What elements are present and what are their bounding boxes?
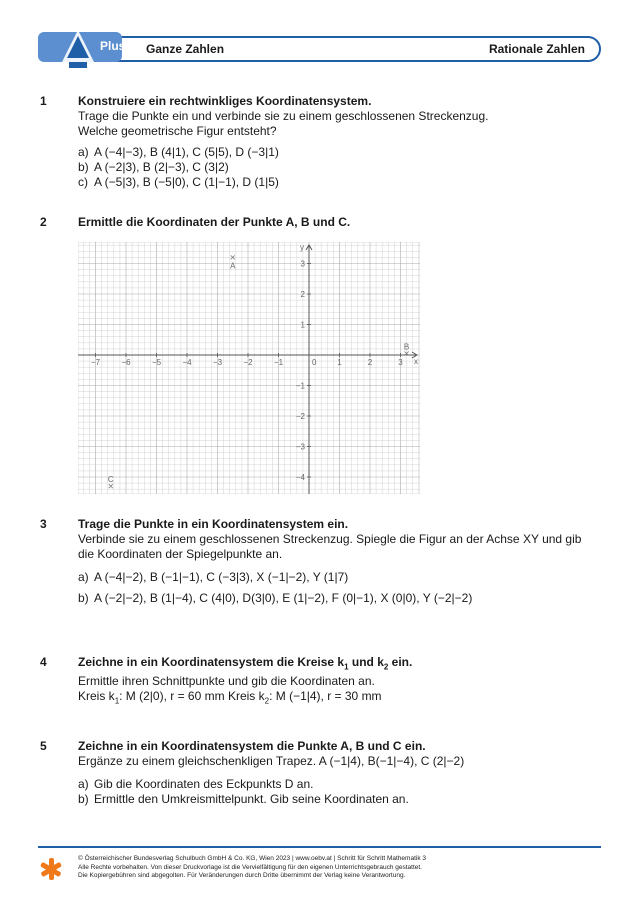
task-number: 2	[40, 215, 47, 229]
y-tick-label: 3	[300, 259, 305, 269]
task-item: a) A (−4|−2), B (−1|−1), C (−3|3), X (−1|−2), Y (1|7)	[78, 570, 349, 584]
y-axis-label: y	[300, 243, 304, 252]
task-text: Trage die Punkte ein und verbinde sie zu einem geschlossenen Streckenzug.	[78, 109, 489, 123]
x-tick-label: 2	[367, 358, 373, 367]
task-number: 4	[40, 655, 47, 669]
task-text: die Koordinaten der Spiegelpunkte an.	[78, 547, 283, 561]
y-tick-label: 2	[300, 290, 305, 299]
task-item: b) Ermittle den Umkreismittelpunkt. Gib seine Koordinaten an.	[78, 792, 409, 806]
task-text: Ermittle ihren Schnittpunkte und gib die Koordinaten an.	[78, 674, 375, 689]
task-text: Verbinde sie zu einem geschlossenen Streckenzug. Spiegle die Figur an der Achse XY und gib	[78, 532, 582, 546]
header-left-title: Ganze Zahlen	[146, 42, 225, 56]
x-tick-label: 3	[398, 358, 403, 367]
x-tick-label: −6	[121, 358, 131, 367]
task-items	[78, 145, 598, 190]
x-tick-label: −7	[90, 358, 101, 367]
footer-copyright: © Österreichischer Bundesverlag Schulbuch GmbH & Co. KG, Wien 2023 | www.oebv.at | Schritt für Schritt Mathematik 3 Alle Rechte vorbehalten. Von dieser Druckvorlage ist die Vervielfältigung für den eigenen Unterrichtsgebrauch gestattet. Die Kopiergebühren sind abgegolten. Für Veränderungen durch Dritte übernimmt der Verlag keine Verantwortung.	[78, 855, 426, 879]
task-item: b) A (−2|3), B (2|−3), C (3|2)	[78, 160, 229, 174]
x-axis-label: x	[414, 357, 418, 366]
y-tick-label: −1	[295, 381, 305, 391]
task-text: Ergänze zu einem gleichschenkligen Trapez. A (−1|4), B(−1|−4), C (2|−2)	[78, 754, 465, 768]
y-tick-label: 1	[300, 320, 305, 330]
task-items	[78, 570, 598, 606]
page-header	[40, 36, 601, 62]
point-label: C	[107, 475, 114, 485]
coordinate-grid	[78, 242, 420, 494]
task-item: c) A (−5|3), B (−5|0), C (1|−1), D (1|5)	[78, 175, 279, 189]
header-right-title: Rationale Zahlen	[488, 42, 585, 56]
task-number: 5	[40, 739, 47, 753]
coordinate-system	[78, 242, 420, 494]
task-text: Kreis $k_1$: M (2|0), r = 60 mm Kreis $k_2$: M (−1|4), r = 30 mm	[78, 689, 382, 706]
logo-text: Plus	[100, 39, 126, 53]
point-label: A	[230, 261, 236, 271]
x-tick-label: −3	[212, 358, 223, 367]
footer-divider	[38, 846, 601, 848]
point-label: B	[403, 342, 410, 352]
x-tick-label: −2	[243, 358, 253, 367]
task-number: 1	[40, 94, 47, 108]
task-heading: Zeichne in ein Koordinatensystem die Kreise $k_1$ und $k_2$ ein.	[78, 655, 413, 672]
task-item: a) Gib die Koordinaten des Eckpunkts D an.	[78, 777, 314, 791]
grid-background	[78, 242, 420, 494]
task-heading: Ermittle die Koordinaten der Punkte A, B und C.	[78, 215, 351, 229]
x-tick-label: −1	[273, 358, 284, 367]
task-heading: Trage die Punkte in ein Koordinatensystem ein.	[78, 517, 349, 531]
task-items	[78, 777, 598, 807]
y-tick-label: −2	[295, 412, 305, 421]
task-text: Welche geometrische Figur entsteht?	[78, 124, 277, 138]
task-item: a) A (−4|−3), B (4|1), C (5|5), D (−3|1)	[78, 145, 279, 159]
task-item: b) A (−2|−2), B (1|−4), C (4|0), D(3|0), E (1|−2), F (0|−1), X (0|0), Y (−2|−2)	[78, 591, 473, 605]
x-tick-label: −5	[151, 358, 162, 367]
task-number: 3	[40, 517, 47, 531]
origin-label: 0	[312, 358, 317, 367]
task-heading: Zeichne in ein Koordinatensystem die Punkte A, B und C ein.	[78, 739, 426, 753]
publisher-star-icon	[38, 856, 64, 882]
task-heading: Konstruiere ein rechtwinkliges Koordinatensystem.	[78, 94, 372, 108]
x-tick-label: −4	[182, 358, 192, 367]
y-tick-label: −3	[295, 442, 305, 452]
x-tick-label: 1	[337, 358, 342, 367]
y-tick-label: −4	[295, 473, 305, 482]
